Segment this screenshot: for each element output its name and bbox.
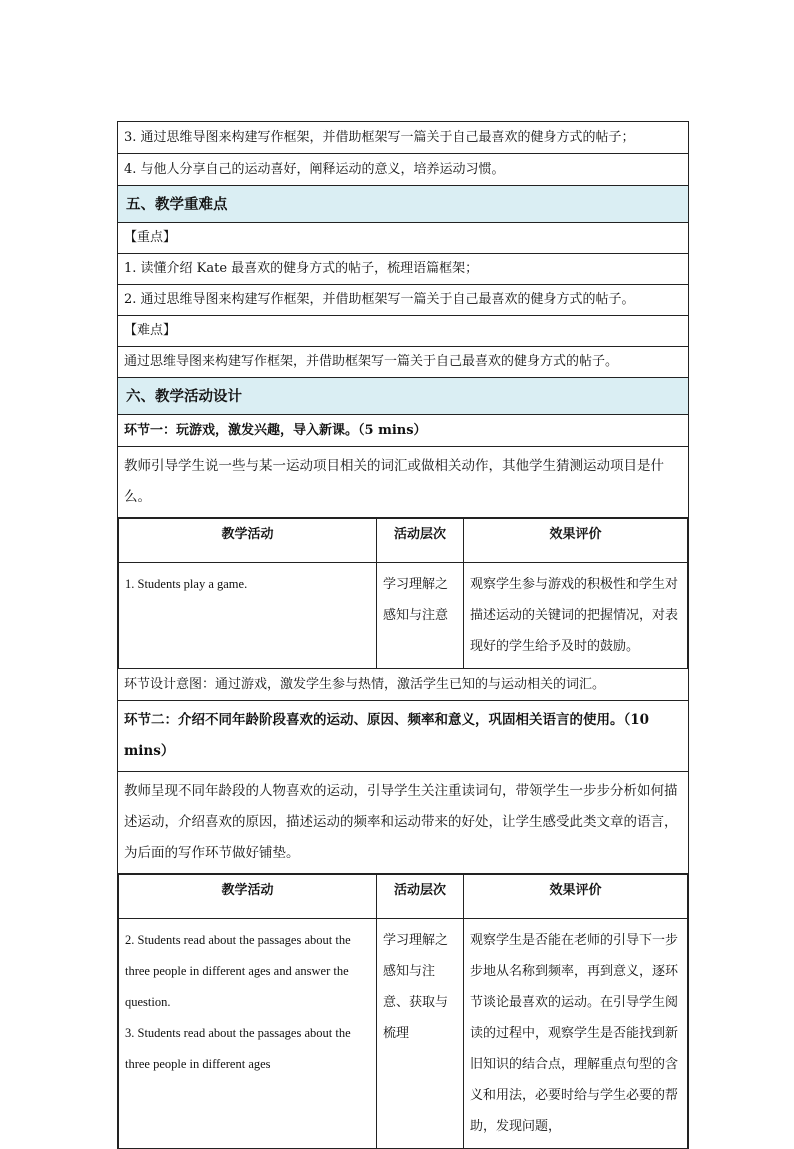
stage2-col-evaluation: 效果评价 <box>464 875 688 919</box>
stage1-intent <box>118 669 688 701</box>
stage1-col-evaluation: 效果评价 <box>464 519 688 563</box>
lesson-plan-table <box>117 121 689 1149</box>
stage2-activity-2: 2. Students read about the passages about the three people in different ages and answer the question. <box>125 933 351 1009</box>
stage1-heading: 环节一：玩游戏，激发兴趣，导入新课。（5 mins） <box>118 415 688 447</box>
stage2-col-activity: 教学活动 <box>119 875 377 919</box>
stage1-intent-text: 环节设计意图：通过游戏，激发学生参与热情，激活学生已知的与运动相关的词汇。 <box>124 677 606 692</box>
stage2-activity-table <box>118 874 688 1149</box>
objective-item-4: 4. 与他人分享自己的运动喜好，阐释运动的意义，培养运动习惯。 <box>118 154 688 186</box>
stage2-evaluation: 观察学生是否能在老师的引导下一步步地从名称到频率，再到意义，逐环节谈论最喜欢的运动。在引导学生阅读的过程中，观察学生是否能找到新旧知识的结合点，理解重点句型的含义和用法，必要时给与学生必要的帮助，发现问题， <box>464 919 688 1149</box>
difficulty-label: 【难点】 <box>118 316 688 347</box>
stage2-activity-3: 3. Students read about the passages about the three people in different ages <box>125 1026 351 1071</box>
key-label: 【重点】 <box>118 223 688 254</box>
objective-item-3: 3. 通过思维导图来构建写作框架，并借助框架写一篇关于自己最喜欢的健身方式的帖子； <box>118 122 688 154</box>
stage1-col-level: 活动层次 <box>377 519 464 563</box>
stage1-activity-table <box>118 518 688 669</box>
difficulty-text: 通过思维导图来构建写作框架，并借助框架写一篇关于自己最喜欢的健身方式的帖子。 <box>118 347 688 378</box>
stage1-activity: 1. Students play a game. <box>119 563 377 669</box>
stage2-activities <box>119 919 377 1149</box>
document-page <box>117 121 689 1149</box>
stage1-evaluation: 观察学生参与游戏的积极性和学生对描述运动的关键词的把握情况，对表现好的学生给予及时的鼓励。 <box>464 563 688 669</box>
stage2-col-level: 活动层次 <box>377 875 464 919</box>
stage2-description: 教师呈现不同年龄段的人物喜欢的运动，引导学生关注重读词句，带领学生一步步分析如何描述运动，介绍喜欢的原因，描述运动的频率和运动带来的好处，让学生感受此类文章的语言，为后面的写作环节做好铺垫。 <box>118 772 688 874</box>
stage1-description: 教师引导学生说一些与某一运动项目相关的词汇或做相关动作，其他学生猜测运动项目是什么。 <box>118 447 688 518</box>
key-item-2: 2. 通过思维导图来构建写作框架，并借助框架写一篇关于自己最喜欢的健身方式的帖子。 <box>118 285 688 316</box>
key-item-1: 1. 读懂介绍 Kate 最喜欢的健身方式的帖子，梳理语篇框架； <box>118 254 688 285</box>
stage1-col-activity: 教学活动 <box>119 519 377 563</box>
stage2-heading: 环节二：介绍不同年龄阶段喜欢的运动、原因、频率和意义，巩固相关语言的使用。（10 mins） <box>118 701 688 772</box>
section5-title: 五、教学重难点 <box>118 186 688 223</box>
section6-title: 六、教学活动设计 <box>118 378 688 415</box>
stage2-level: 学习理解之感知与注意、获取与梳理 <box>377 919 464 1149</box>
stage1-level: 学习理解之感知与注意 <box>377 563 464 669</box>
